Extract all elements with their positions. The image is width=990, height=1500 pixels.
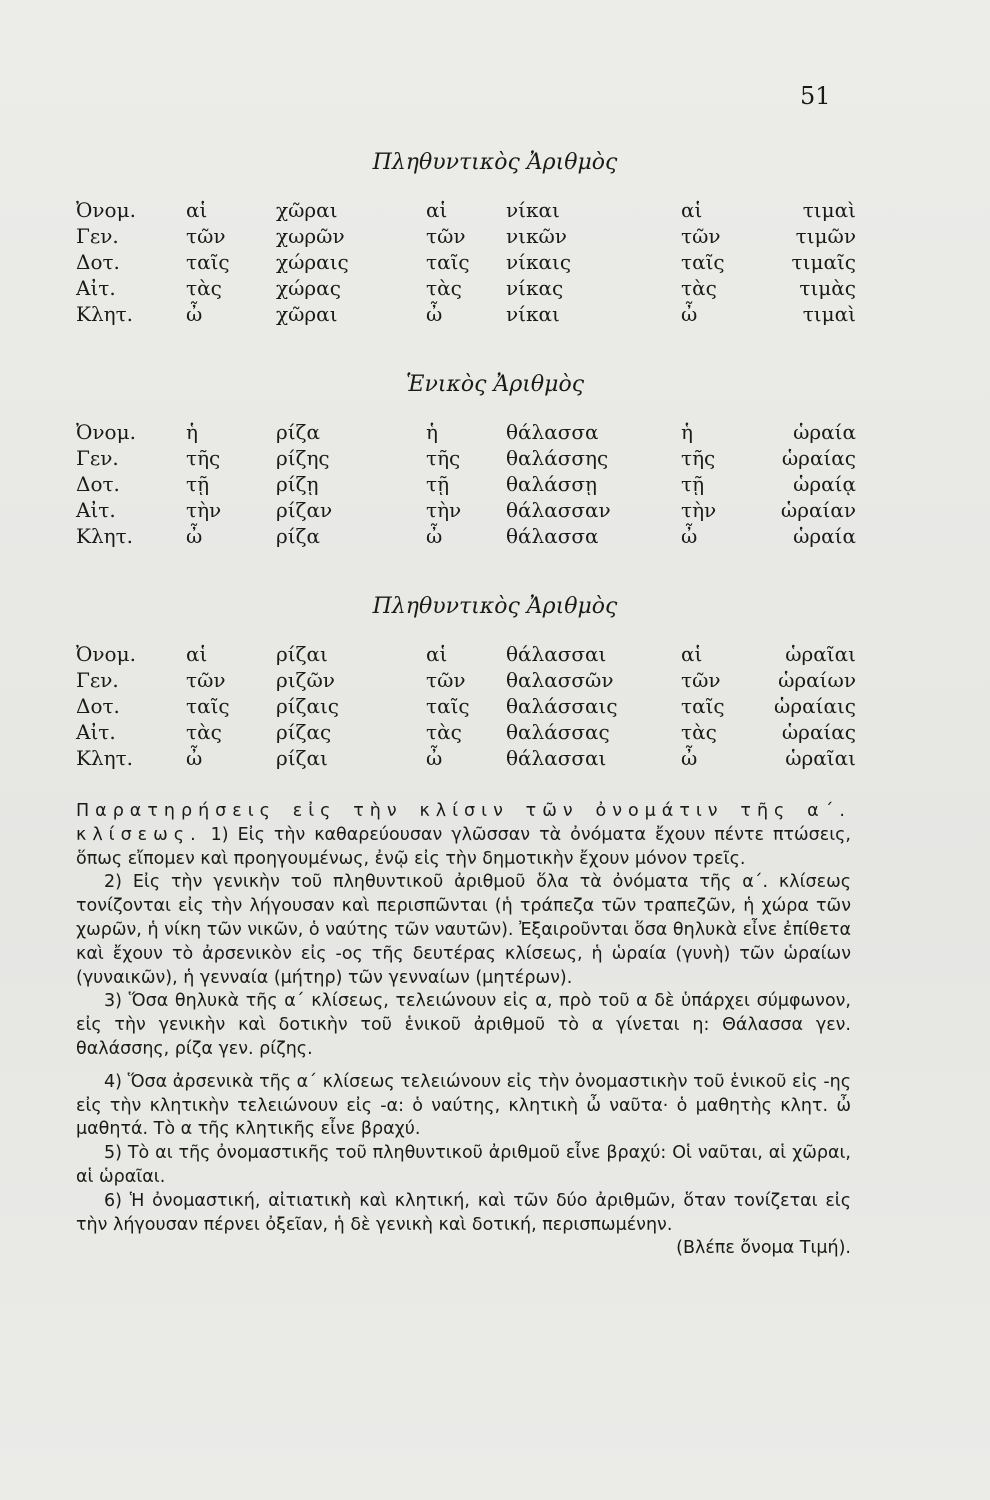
article: ὦ xyxy=(681,302,698,326)
article: ταῖς xyxy=(186,250,230,274)
article: ταῖς xyxy=(426,694,470,718)
noun-form: νίκαις xyxy=(506,250,572,274)
noun-form: ὡραίᾳ xyxy=(793,472,856,496)
observations-block xyxy=(76,800,851,1261)
section-title-plural-1: Πληθυντικὸς Ἀριθμὸς xyxy=(372,150,618,175)
section-title-singular: Ἑνικὸς Ἀριθμὸς xyxy=(405,372,585,397)
article: αἱ xyxy=(681,198,703,222)
declension-table-plural-2 xyxy=(76,642,856,772)
table-row xyxy=(76,224,856,250)
table-row xyxy=(76,746,856,772)
noun-form: νικῶν xyxy=(506,224,567,248)
noun-form: ὡραῖαι xyxy=(785,642,856,666)
article: τῆς xyxy=(426,446,461,470)
article: αἱ xyxy=(186,198,208,222)
article: ὦ xyxy=(681,524,698,548)
noun-form: θάλασσαι xyxy=(506,746,607,770)
case-label: Αἰτ. xyxy=(76,276,116,300)
note-1-paragraph xyxy=(76,800,851,871)
noun-form: ρίζα xyxy=(276,524,320,548)
noun-form: τιμὰς xyxy=(799,276,856,300)
article: ταῖς xyxy=(681,250,725,274)
article: ὦ xyxy=(426,302,443,326)
noun-form: θάλασσαι xyxy=(506,642,607,666)
article: αἱ xyxy=(186,642,208,666)
table-row xyxy=(76,302,856,328)
declension-table-plural-1 xyxy=(76,198,856,328)
table-row xyxy=(76,524,856,550)
article: ὦ xyxy=(186,746,203,770)
noun-form: νίκας xyxy=(506,276,564,300)
noun-form: νίκαι xyxy=(506,198,560,222)
noun-form: νίκαι xyxy=(506,302,560,326)
case-label: Δοτ. xyxy=(76,694,120,718)
noun-form: ὡραῖαι xyxy=(785,746,856,770)
noun-form: θαλάσσης xyxy=(506,446,609,470)
case-label: Γεν. xyxy=(76,446,119,470)
declension-table-singular xyxy=(76,420,856,550)
table-row xyxy=(76,446,856,472)
article: τὰς xyxy=(681,276,717,300)
case-label: Ὀνομ. xyxy=(76,420,136,444)
note-3: 3) Ὅσα θηλυκὰ τῆς α΄ κλίσεως, τελειώνουν εἰς α, πρὸ τοῦ α δὲ ὑπάρχει σύμφωνον, εἰς τὴν γενικὴν καὶ δοτικὴν τοῦ ἑνικοῦ ἀριθμοῦ τὸ α γίνεται η: Θάλασσα γεν. θαλάσσης, ρίζα γεν. ρίζης. xyxy=(76,991,851,1059)
observations-heading: Παρατηρήσεις εἰς τὴν κλίσιν τῶν ὀνομάτιν τῆς α΄. κλίσεως. xyxy=(76,801,851,845)
noun-form: ρίζαις xyxy=(276,694,339,718)
noun-form: θάλασσαν xyxy=(506,498,611,522)
article: τῶν xyxy=(186,668,226,692)
case-label: Αἰτ. xyxy=(76,720,116,744)
page-number: 51 xyxy=(800,82,831,110)
article: τὰς xyxy=(186,276,222,300)
article: τῶν xyxy=(426,668,466,692)
noun-form: τιμαῖς xyxy=(791,250,856,274)
noun-form: ρίζαι xyxy=(276,746,328,770)
case-label: Κλητ. xyxy=(76,746,134,770)
case-label: Κλητ. xyxy=(76,302,134,326)
article: τὰς xyxy=(681,720,717,744)
noun-form: ὡραία xyxy=(793,524,856,548)
noun-form: ὡραίαν xyxy=(780,498,856,522)
case-label: Γεν. xyxy=(76,668,119,692)
noun-form: ριζῶν xyxy=(276,668,335,692)
noun-form: θαλάσσας xyxy=(506,720,610,744)
article: τῶν xyxy=(426,224,466,248)
article: τῇ xyxy=(426,472,450,496)
case-label: Αἰτ. xyxy=(76,498,116,522)
case-label: Γεν. xyxy=(76,224,119,248)
noun-form: τιμῶν xyxy=(795,224,856,248)
article: ταῖς xyxy=(426,250,470,274)
table-row xyxy=(76,472,856,498)
article: τῇ xyxy=(186,472,210,496)
article: αἱ xyxy=(426,642,448,666)
noun-form: ρίζας xyxy=(276,720,332,744)
case-label: Κλητ. xyxy=(76,524,134,548)
article: τὰς xyxy=(426,720,462,744)
table-row xyxy=(76,498,856,524)
article: τὴν xyxy=(681,498,717,522)
table-row xyxy=(76,642,856,668)
noun-form: ρίζης xyxy=(276,446,330,470)
article: ἡ xyxy=(681,420,693,444)
article: τῇ xyxy=(681,472,705,496)
noun-form: ὡραίων xyxy=(778,668,856,692)
article: τῶν xyxy=(681,224,721,248)
noun-form: ὡραίαις xyxy=(774,694,856,718)
table-row xyxy=(76,198,856,224)
case-label: Ὀνομ. xyxy=(76,642,136,666)
case-label: Δοτ. xyxy=(76,250,120,274)
article: ὦ xyxy=(681,746,698,770)
noun-form: θαλάσσῃ xyxy=(506,472,598,496)
article: τὴν xyxy=(426,498,462,522)
note-2: 2) Εἰς τὴν γενικὴν τοῦ πληθυντικοῦ ἀριθμοῦ ὅλα τὰ ὀνόματα τῆς α΄. κλίσεως τονίζονται εἰς τὴν λήγουσαν καὶ περισπῶνται (ἡ τράπεζα τῶν τραπεζῶν, ἡ χώρα τῶν χωρῶν, ἡ νίκη τῶν νικῶν, ὁ ναύτης τῶν ναυτῶν). Ἐξαιροῦνται ὅσα θηλυκὰ εἶνε ἐπίθετα καὶ ἔχουν τὸ ἀρσενικὸν εἰς -ος τῆς δευτέρας κλίσεως, ἡ ὡραία (γυνὴ) τῶν ὡραίων (γυναικῶν), ἡ γενναία (μήτηρ) τῶν γενναίων (μητέρων). xyxy=(76,872,851,988)
noun-form: θάλασσα xyxy=(506,524,599,548)
note-4: 4) Ὅσα ἀρσενικὰ τῆς α΄ κλίσεως τελειώνουν εἰς τὴν ὀνομαστικὴν τοῦ ἑνικοῦ εἰς -ης εἰς τὴν κλητικὴν τελειώνουν εἰς -α: ὁ ναύτης, κλητικὴ ὦ ναῦτα· ὁ μαθητὴς κλητ. ὦ μαθητά. Τὸ α τῆς κλητικῆς εἶνε βραχύ. xyxy=(76,1071,851,1140)
table-row xyxy=(76,694,856,720)
article: ἡ xyxy=(186,420,198,444)
article: ὦ xyxy=(426,524,443,548)
noun-form: χῶραι xyxy=(276,198,338,222)
table-row xyxy=(76,668,856,694)
article: ταῖς xyxy=(681,694,725,718)
noun-form: θάλασσα xyxy=(506,420,599,444)
noun-form: χωρῶν xyxy=(276,224,345,248)
table-row xyxy=(76,250,856,276)
article: αἱ xyxy=(426,198,448,222)
noun-form: ὡραίας xyxy=(781,720,856,744)
noun-form: χώραις xyxy=(276,250,349,274)
article: ὦ xyxy=(186,524,203,548)
article: ὦ xyxy=(186,302,203,326)
article: ταῖς xyxy=(186,694,230,718)
noun-form: ρίζῃ xyxy=(276,472,319,496)
case-label: Ὀνομ. xyxy=(76,198,136,222)
article: τῆς xyxy=(681,446,716,470)
note-5: 5) Τὸ αι τῆς ὀνομαστικῆς τοῦ πληθυντικοῦ ἀριθμοῦ εἶνε βραχύ: Οἱ ναῦται, αἱ χῶραι, αἱ ὡραῖαι. xyxy=(76,1143,851,1187)
article: τὰς xyxy=(186,720,222,744)
noun-form: θαλάσσαις xyxy=(506,694,618,718)
article: αἱ xyxy=(681,642,703,666)
article: ὦ xyxy=(426,746,443,770)
noun-form: χώρας xyxy=(276,276,341,300)
article: τῶν xyxy=(681,668,721,692)
noun-form: ρίζα xyxy=(276,420,320,444)
note-1: 1) Εἰς τὴν καθαρεύουσαν γλῶσσαν τὰ ὀνόματα ἔχουν πέντε πτώσεις, ὅπως εἴπομεν καὶ προηγουμένως, ἐνῷ εἰς τὴν δημοτικὴν ἔχουν μόνον τρεῖς. xyxy=(76,824,851,869)
section-title-plural-2: Πληθυντικὸς Ἀριθμὸς xyxy=(372,594,618,619)
noun-form: τιμαὶ xyxy=(802,198,856,222)
note-6-reference: (Βλέπε ὄνομα Τιμή). xyxy=(676,1238,851,1259)
article: τῆς xyxy=(186,446,221,470)
article: τῶν xyxy=(186,224,226,248)
article: ἡ xyxy=(426,420,438,444)
noun-form: ρίζαν xyxy=(276,498,333,522)
article: τὴν xyxy=(186,498,222,522)
noun-form: θαλασσῶν xyxy=(506,668,614,692)
table-row xyxy=(76,720,856,746)
noun-form: ρίζαι xyxy=(276,642,328,666)
noun-form: τιμαὶ xyxy=(802,302,856,326)
noun-form: ὡραία xyxy=(793,420,856,444)
note-6: 6) Ἡ ὀνομαστική, αἰτιατικὴ καὶ κλητική, καὶ τῶν δύο ἀριθμῶν, ὅταν τονίζεται εἰς τὴν λήγουσαν πέρνει ὀξεῖαν, ἡ δὲ γενικὴ καὶ δοτική, περισπωμένην. xyxy=(76,1190,851,1235)
table-row xyxy=(76,420,856,446)
noun-form: χῶραι xyxy=(276,302,338,326)
article: τὰς xyxy=(426,276,462,300)
case-label: Δοτ. xyxy=(76,472,120,496)
table-row xyxy=(76,276,856,302)
noun-form: ὡραίας xyxy=(781,446,856,470)
